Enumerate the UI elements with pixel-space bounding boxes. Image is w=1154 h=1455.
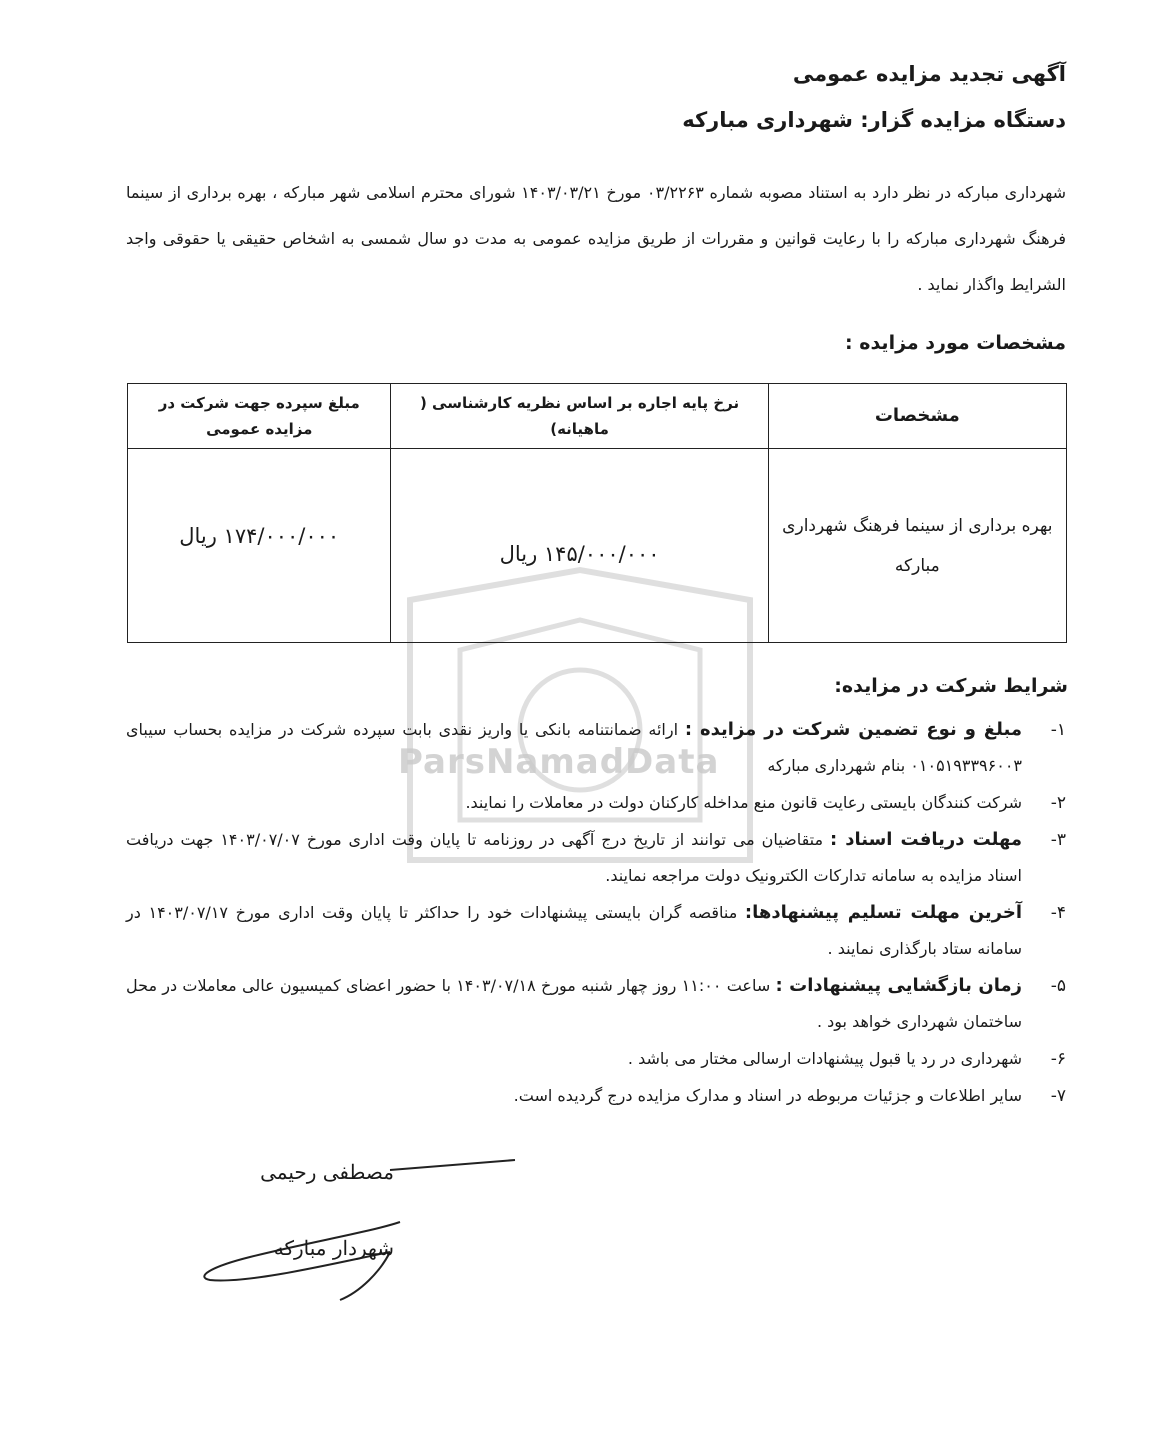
- item-text: شرکت کنندگان بایستی رعایت قانون منع مداخله کارکنان دولت در معاملات را نمایند.: [465, 793, 1022, 812]
- item-label: زمان بازگشایی پیشنهادات :: [775, 975, 1022, 996]
- intro-paragraph: شهرداری مبارکه در نظر دارد به استناد مصوبه شماره ۰۳/۲۲۶۳ مورخ ۱۴۰۳/۰۳/۲۱ شورای محترم اسلامی شهر مبارکه ، بهره برداری از سینما فرهنگ شهرداری مبارکه را با رعایت قوانین و مقررات از طریق مزایده عمومی به مدت دو سال شمسی به اشخاص حقیقی یا حقوقی واجد الشرایط واگذار نماید .: [126, 183, 1067, 294]
- organizer-line: دستگاه مزایده گزار: شهرداری مبارکه: [682, 108, 1066, 132]
- item-text: شهرداری در رد یا قبول پیشنهادات ارسالی مختار می باشد .: [627, 1049, 1022, 1068]
- item-number: ۵-: [1050, 976, 1066, 996]
- conditions-list: [126, 712, 1066, 1115]
- list-item: [126, 712, 1066, 784]
- item-label: مبلغ و نوع تضمین شرکت در مزایده :: [684, 719, 1022, 740]
- item-text: سایر اطلاعات و جزئیات مربوطه در اسناد و مدارک مزایده درج گردیده است.: [513, 1086, 1022, 1105]
- list-item: [126, 968, 1066, 1040]
- list-item: [126, 785, 1066, 821]
- item-number: ۷-: [1050, 1086, 1066, 1106]
- header-deposit: مبلغ سپرده جهت شرکت در مزایده عمومی: [128, 384, 391, 449]
- item-text: مناقصه گران بایستی پیشنهادات خود را حداکثر تا پایان وقت اداری مورخ ۱۴۰۳/۰۷/۱۷ در سامانه ستاد بارگذاری نمایند .: [126, 903, 1022, 958]
- spec-table: [127, 383, 1067, 643]
- cell-spec: بهره برداری از سینما فرهنگ شهرداری مبارکه: [768, 449, 1066, 643]
- spec-heading: مشخصات مورد مزایده :: [845, 332, 1066, 354]
- header-spec: مشخصات: [768, 384, 1066, 449]
- header-rate: نرخ پایه اجاره بر اساس نظریه کارشناسی ( ماهیانه): [391, 384, 768, 449]
- announcement-title: آگهی تجدید مزایده عمومی: [792, 62, 1066, 86]
- signatory-name: مصطفی رحیمی: [260, 1160, 394, 1184]
- item-text: ارائه ضمانتنامه بانکی یا واریز نقدی بابت سپرده شرکت در مزایده بحساب سیبای ۰۱۰۵۱۹۳۳۹۶۰۰۳ بنام شهرداری مبارکه: [126, 720, 1022, 775]
- table-row: [128, 449, 1067, 643]
- cell-deposit: ۱۷۴/۰۰۰/۰۰۰ ریال: [128, 449, 391, 643]
- item-number: ۶-: [1050, 1049, 1066, 1069]
- signatory-position: شهردار مبارکه: [273, 1236, 394, 1260]
- item-number: ۴-: [1050, 903, 1066, 923]
- item-text: ساعت ۱۱:۰۰ روز چهار شنبه مورخ ۱۴۰۳/۰۷/۱۸ با حضور اعضای کمیسیون عالی معاملات در محل ساختمان شهرداری خواهد بود .: [126, 976, 1022, 1031]
- list-item: [126, 1078, 1066, 1114]
- list-item: [126, 895, 1066, 967]
- item-number: ۲-: [1050, 793, 1066, 813]
- item-label: آخرین مهلت تسلیم پیشنهادها:: [744, 902, 1023, 923]
- item-number: ۳-: [1050, 830, 1066, 850]
- list-item: [126, 1041, 1066, 1077]
- conditions-heading: شرایط شرکت در مزایده:: [834, 675, 1068, 697]
- list-item: [126, 822, 1066, 894]
- watermark-text: ParsNamadData: [398, 742, 720, 782]
- spec-table-header-row: [128, 384, 1067, 449]
- item-number: ۱-: [1050, 720, 1066, 740]
- item-label: مهلت دریافت اسناد :: [829, 829, 1023, 850]
- item-text: متقاضیان می توانند از تاریخ درج آگهی در روزنامه تا پایان وقت اداری مورخ ۱۴۰۳/۰۷/۰۷ جهت دریافت اسناد مزایده به سامانه تدارکات الکترونیک دولت مراجعه نمایند.: [126, 830, 1022, 885]
- cell-rate: ۱۴۵/۰۰۰/۰۰۰ ریال: [391, 449, 768, 643]
